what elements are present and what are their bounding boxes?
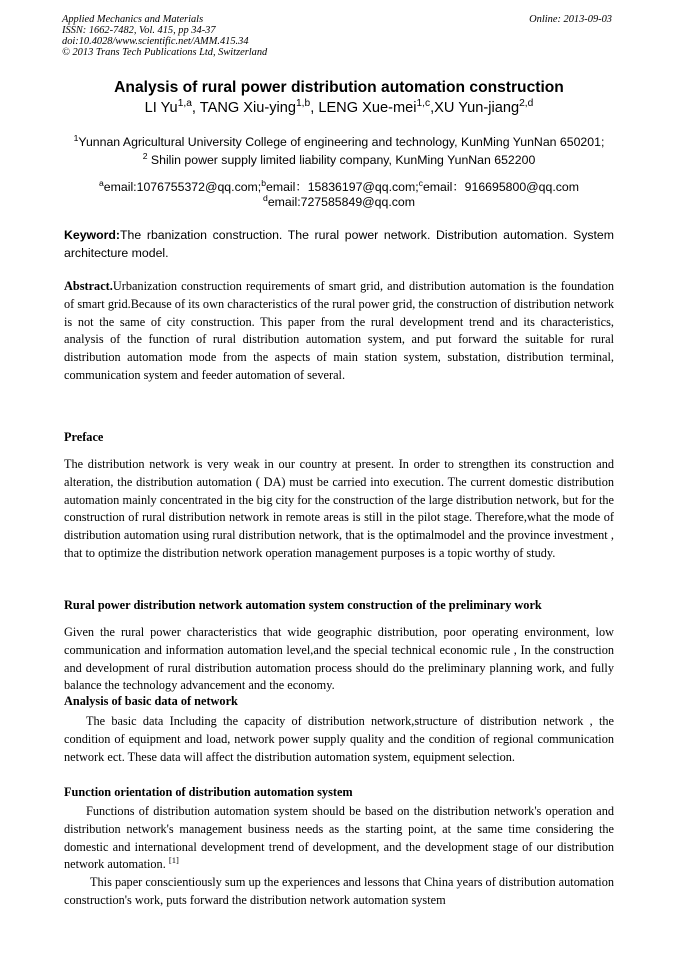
- affiliation-2: [0, 150, 678, 167]
- email-c: email：916695800@qq.com: [422, 180, 579, 194]
- author-sup: 1,c: [416, 98, 431, 110]
- email-sup: d: [263, 192, 268, 203]
- affiliation-1: [0, 132, 678, 149]
- keyword-text: The rbanization construction. The rural power network. Distribution automation. System architecture model.: [64, 228, 614, 260]
- online-date: Online: 2013-09-03: [529, 14, 612, 25]
- email-sup: b: [261, 177, 267, 188]
- author-sup: 1,b: [296, 98, 311, 110]
- author-name: XU Yun-jiang: [434, 100, 520, 116]
- preface-heading: Preface: [64, 430, 104, 444]
- abstract-text: Urbanization construction requirements of smart grid, and distribution automation is the foundation of smart grid.Because of its own characteristics of the rural power grid, the construction of distribution network is not the same of city construction. This paper from the rural development trend and its characteristics, analysis of the function of rural distribution automation system, and put forward the suitable for rural distribution automation mode from the aspects of main station system, substation, distribution terminal, communication system and feeder automation of several.: [64, 279, 614, 382]
- rural-text: Given the rural power characteristics that wide geographic distribution, poor operating environment, low communication and information automation level,and the special technical economic rule , In the construction and development of rural distribution automation process should do the preliminary planning work, and fully balance the technology advancement and the economy.: [64, 625, 614, 693]
- function-heading: Function orientation of distribution automation system: [64, 785, 353, 799]
- author-name: LENG Xue-mei: [318, 100, 417, 116]
- conclude-text: This paper conscientiously sum up the experiences and lessons that China years of distribution automation construction's work, puts forward the distribution network automation system: [64, 875, 614, 907]
- affiliation-text: Shilin power supply limited liability company, KunMing YunNan 652200: [150, 153, 536, 167]
- citation: [1]: [168, 855, 179, 866]
- email-line-2: [0, 192, 678, 209]
- author-list: LI Yu$^{1,a}$, TANG Xiu-ying$^{1,b}$, LENG Xue-mei$^{1,c}$,XU Yun-jiang$^{2,d}$: [144, 98, 534, 116]
- paper-title: Analysis of rural power distribution automation construction: [114, 79, 564, 96]
- author-name: LI Yu: [144, 100, 178, 116]
- author-sup: 1,a: [177, 98, 192, 110]
- analysis-heading: Analysis of basic data of network: [64, 694, 238, 708]
- affiliation-text: Yunnan Agricultural University College of engineering and technology, KunMing YunNan 650201;: [78, 135, 605, 149]
- abstract: [64, 278, 614, 385]
- abstract-label: Abstract.: [64, 279, 113, 293]
- doi: doi:10.4028/www.scientific.net/AMM.415.34: [62, 36, 249, 47]
- keyword-label: Keyword:: [64, 228, 121, 242]
- email-sup: c: [418, 177, 423, 188]
- email-d: email:727585849@qq.com: [267, 195, 415, 209]
- rural-heading: Rural power distribution network automation system construction of the preliminary work: [64, 598, 542, 612]
- keywords: [64, 226, 614, 262]
- journal-name: Applied Mechanics and Materials: [62, 14, 204, 25]
- function-paragraph: [64, 803, 614, 874]
- analysis-text: The basic data Including the capacity of distribution network,structure of distribution network , the condition of equipment and load, network power supply quality and the condition of regional communication network ect. These data will affect the distribution automation system, equipment selection.: [64, 714, 614, 764]
- email-b: email：15836197@qq.com;: [266, 180, 419, 194]
- issn: ISSN: 1662-7482, Vol. 415, pp 34-37: [62, 25, 216, 36]
- email-sup: a: [99, 177, 104, 188]
- journal-metadata: [62, 14, 267, 58]
- email-line-1: [0, 177, 678, 195]
- author-name: TANG Xiu-ying: [199, 100, 296, 116]
- function-text: Functions of distribution automation system should be based on the distribution network's operation and distribution network's management business needs as the starting point, at the same time considering the domestic and international development trend of development, and the development stage of our distribution network automation.: [64, 804, 614, 872]
- affiliation-sup: 2: [142, 150, 148, 161]
- affiliation-sup: 1: [73, 132, 79, 143]
- author-sup: 2,d: [519, 98, 534, 110]
- preface-text: The distribution network is very weak in our country at present. In order to strengthen its construction and alteration, the distribution automation ( DA) must be carried into execution. The current domestic distribution automation mainly concentrated in the big city for the construction of the large distribution network, but for the construction of rural distribution network in remote areas is still in the pilot stage. Therefore,what the mode of distribution automation using rural distribution network, that is the optimalmodel and the province investment , that to optimize the distribution network operation management purposes is a topic worthy of study.: [64, 457, 614, 560]
- email-a: email:1076755372@qq.com;: [103, 180, 262, 194]
- copyright: © 2013 Trans Tech Publications Ltd, Switzerland: [62, 47, 268, 58]
